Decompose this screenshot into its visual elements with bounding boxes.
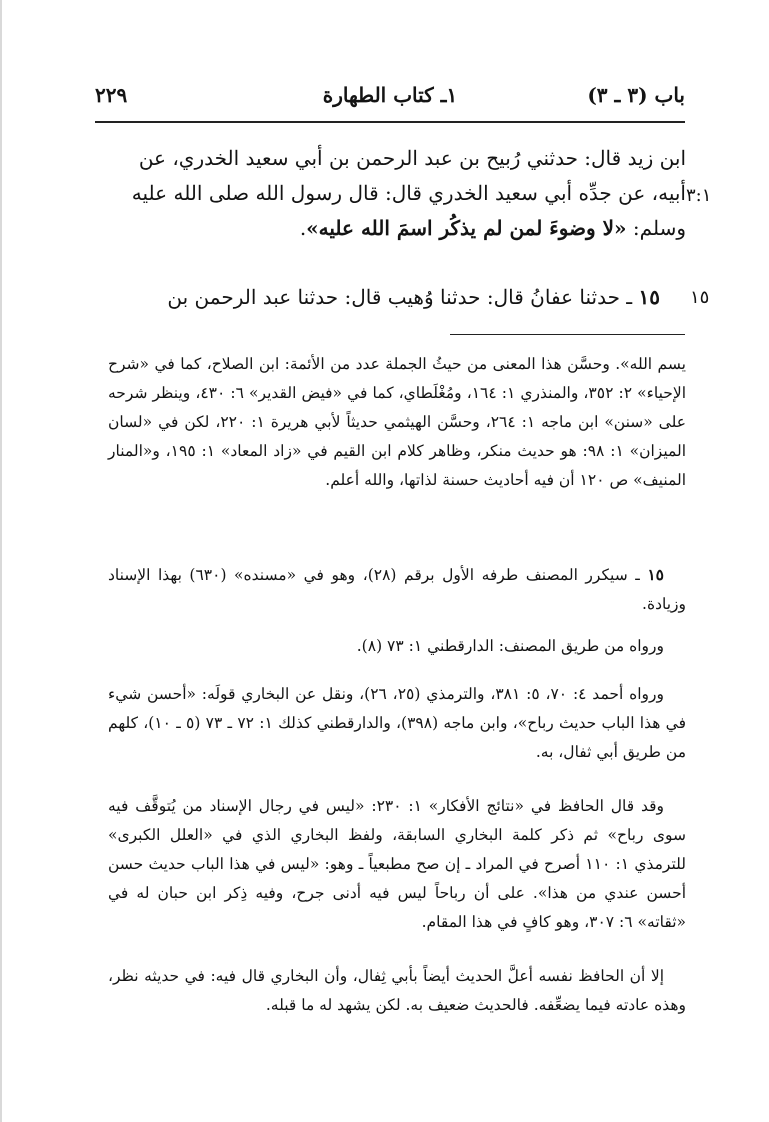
page-number: ٢٢٩ [95,83,128,107]
text-line: أبيه، عن جدِّه أبي سعيد الخدري قال: قال رسول الله صلى الله عليه [131,181,686,205]
footnote-daraqutni: ورواه من طريق المصنف: الدارقطني ١: ٧٣ (٨). [356,637,664,655]
margin-reference: ٣:١ [686,185,712,206]
footnote-number: ١٥ [647,565,664,584]
hadith-text-14 [100,141,686,246]
header-rule [95,121,685,123]
footnote-ahmad: ورواه أحمد ٤: ٧٠، ٥: ٣٨١، والترمذي (٢٥، ٢٦)، ونقل عن البخاري قولَه: «أحسن شيء في هذا الباب حديث رباح»، وابن ماجه (٣٩٨)، والدارقطني كذلك ١: ٧٢ ـ ٧٣ (٥ ـ ١٠)، كلهم من طريق أبي ثفال، به. [108,685,686,761]
book-title: ١ـ كتاب الطهارة [322,83,458,107]
footnote-15: ١٥ ـ سيكرر المصنف طرفه الأول برقم (٢٨)، وهو في «مسنده» (٦٣٠) بهذا الإسناد وزيادة. [108,565,686,613]
hadith-text-15 [100,280,686,315]
page-edge [0,0,2,1122]
text-line: وسلم: «لا وضوءَ لمن لم يذكُر اسمَ الله عليه». [299,216,686,240]
text-line: ابن زيد قال: حدثني رُبيح بن عبد الرحمن بن أبي سعيد الخدري، عن [138,146,686,170]
prophetic-saying: «لا وضوءَ لمن لم يذكُر اسمَ الله عليه» [306,216,627,240]
footnote-continuation: يسم الله». وحسَّن هذا المعنى من حيثُ الجملة عدد من الأئمة: ابن الصلاح، كما في «شرح الإحياء» ٢: ٣٥٢، والمنذري ١: ١٦٤، ومُغْلَطاي، كما في «فيض القدير» ٦: ٤٣٠، وينظر شرحه على «سنن» ابن ماجه ١: ٢٦٤، وحسَّن الهيثمي حديثاً لأبي هريرة ١: ٢٢٠، لكن في «لسان الميزان» ١: ٩٨: هو حديث منكر، وظاهر كلام ابن القيم في «زاد المعاد» ١: ١٩٥، و«المنار المنيف» ص ١٢٠ أن فيه أحاديث حسنة لذاتها، والله أعلم. [108,355,687,489]
hadith-number: ١٥ [638,285,660,309]
footnote-separator [450,334,685,335]
running-header [95,82,685,108]
chapter-heading: باب (٣ ـ ٣) [587,83,685,107]
footnote-conclusion: إلا أن الحافظ نفسه أعلَّ الحديث أيضاً بأبي ثِفال، وأن البخاري قال فيه: في حديثه نظر، وهذه عادته فيما يضعِّفه. فالحديث ضعيف به. لكن يشهد له ما قبله. [108,967,686,1014]
margin-line-number: ١٥ [690,287,710,308]
footnote-hafiz: وقد قال الحافظ في «نتائج الأفكار» ١: ٢٣٠: «ليس في رجال الإسناد من يُتوقَّف فيه سوى رباح» ثم ذكر كلمة البخاري السابقة، ولفظ البخاري الذي في «العلل الكبرى» للترمذي ١: ١١٠ أصرح في المراد ـ إن صح مطبعياً ـ وهو: «ليس في هذا الباب حديث حسن أحسن عندي من هذا». على أن رباحاً ليس فيه أدنى جرح، وفيه ذِكر ابن حبان له في «ثقاته» ٦: ٣٠٧، وهو كافٍ في هذا المقام. [108,797,686,931]
text-line: ١٥ ـ حدثنا عفانُ قال: حدثنا وُهيب قال: حدثنا عبد الرحمن بن [167,285,660,309]
